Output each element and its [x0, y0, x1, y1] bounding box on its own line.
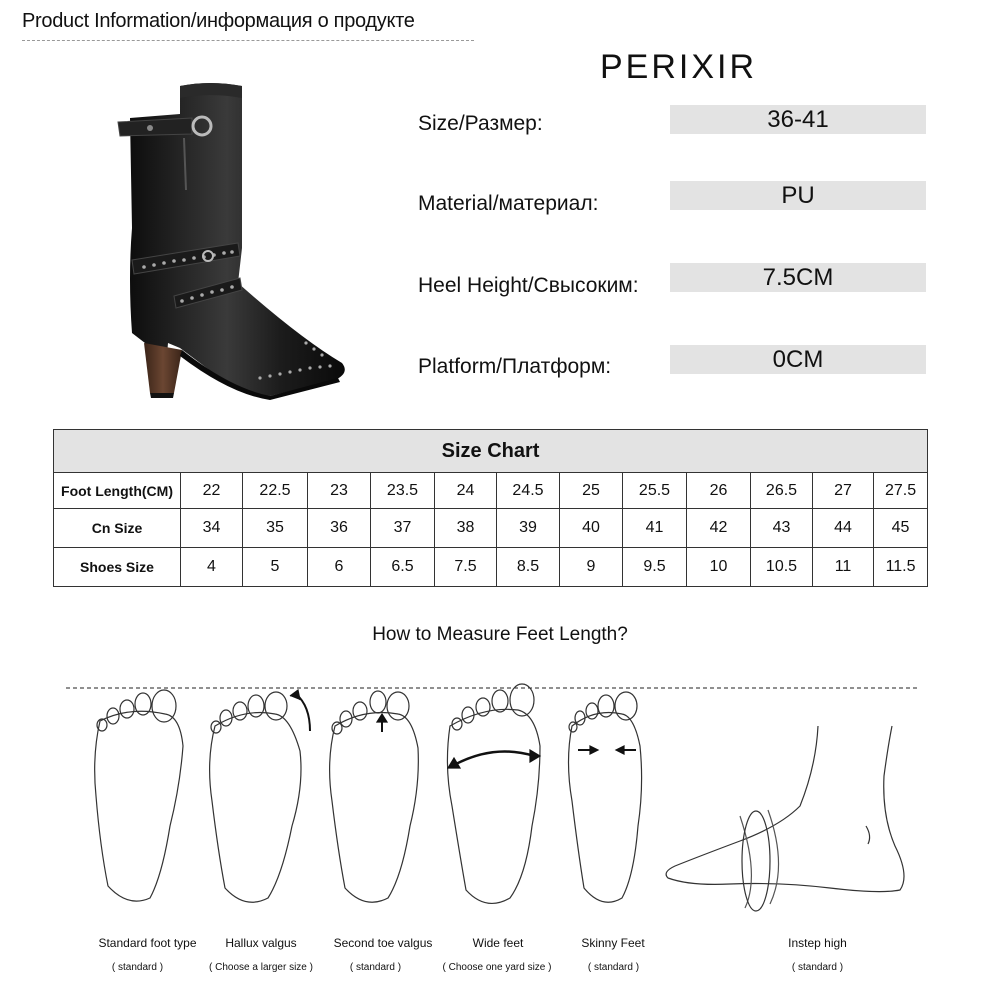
- table-cell: 8.5: [497, 548, 560, 587]
- size-chart-title: Size Chart: [54, 430, 928, 473]
- table-cell: 42: [687, 509, 751, 548]
- table-cell: 40: [560, 509, 623, 548]
- table-cell: 6: [308, 548, 371, 587]
- header-divider: [22, 40, 474, 41]
- foot-note-hallux-valgus: ( Choose a larger size ): [209, 962, 313, 973]
- foot-label-standard: Standard foot type: [98, 936, 197, 950]
- table-cell: 6.5: [371, 548, 435, 587]
- foot-label-skinny-feet: Skinny Feet: [581, 936, 645, 950]
- spec-material-label: Material/материал:: [418, 192, 599, 215]
- feet-illustrations: [0, 676, 1000, 936]
- row-label: Shoes Size: [54, 548, 181, 587]
- second-toe-valgus-foot-icon: [330, 691, 419, 902]
- size-chart-table: [53, 429, 928, 587]
- table-cell: 10: [687, 548, 751, 587]
- hallux-valgus-foot-icon: [210, 690, 310, 902]
- table-cell: 11: [813, 548, 874, 587]
- table-cell: 11.5: [874, 548, 928, 587]
- spec-heel-height-label: Heel Height/Свысоким:: [418, 274, 639, 297]
- foot-note-instep-high: ( standard ): [791, 962, 844, 973]
- table-cell: 7.5: [435, 548, 497, 587]
- table-cell: 34: [181, 509, 243, 548]
- table-cell: 38: [435, 509, 497, 548]
- table-cell: 5: [243, 548, 308, 587]
- foot-note-skinny-feet: ( standard ): [587, 962, 640, 973]
- table-row: [54, 509, 928, 548]
- row-label: Foot Length(CM): [54, 473, 181, 509]
- brand-name: PERIXIR: [600, 48, 758, 86]
- table-cell: 25.5: [623, 473, 687, 509]
- table-cell: 41: [623, 509, 687, 548]
- row-label: Cn Size: [54, 509, 181, 548]
- foot-label-wide-feet: Wide feet: [472, 936, 524, 950]
- table-cell: 44: [813, 509, 874, 548]
- foot-label-second-toe-valgus: Second toe valgus: [333, 936, 433, 950]
- table-cell: 10.5: [751, 548, 813, 587]
- boot-product-image: [110, 78, 360, 403]
- standard-foot-icon: [95, 690, 183, 901]
- table-cell: 9.5: [623, 548, 687, 587]
- foot-note-wide-feet: ( Choose one yard size ): [442, 962, 552, 973]
- table-cell: 26.5: [751, 473, 813, 509]
- table-row: [54, 473, 928, 509]
- foot-note-standard: ( standard ): [111, 962, 164, 973]
- table-row: [54, 548, 928, 587]
- measure-title: How to Measure Feet Length?: [372, 624, 628, 645]
- table-cell: 23.5: [371, 473, 435, 509]
- header-title: Product Information/информация о продукте: [22, 10, 415, 32]
- table-cell: 26: [687, 473, 751, 509]
- foot-label-hallux-valgus: Hallux valgus: [225, 936, 297, 950]
- table-cell: 36: [308, 509, 371, 548]
- table-cell: 23: [308, 473, 371, 509]
- instep-high-foot-icon: [666, 726, 904, 911]
- spec-platform-value: 0CM: [670, 345, 926, 374]
- spec-size-value: 36-41: [670, 105, 926, 134]
- table-cell: 4: [181, 548, 243, 587]
- table-cell: 27: [813, 473, 874, 509]
- table-cell: 22: [181, 473, 243, 509]
- table-cell: 27.5: [874, 473, 928, 509]
- spec-platform-label: Platform/Платформ:: [418, 355, 612, 378]
- table-cell: 24: [435, 473, 497, 509]
- size-chart-header: [54, 430, 928, 473]
- table-cell: 43: [751, 509, 813, 548]
- spec-material-value: PU: [670, 181, 926, 210]
- table-cell: 25: [560, 473, 623, 509]
- table-cell: 9: [560, 548, 623, 587]
- table-cell: 39: [497, 509, 560, 548]
- table-cell: 24.5: [497, 473, 560, 509]
- wide-foot-icon: [447, 684, 540, 903]
- skinny-foot-icon: [569, 692, 642, 902]
- table-cell: 45: [874, 509, 928, 548]
- table-cell: 37: [371, 509, 435, 548]
- foot-note-second-toe-valgus: ( standard ): [349, 962, 402, 973]
- table-cell: 22.5: [243, 473, 308, 509]
- spec-heel-height-value: 7.5CM: [670, 263, 926, 292]
- foot-label-instep-high: Instep high: [788, 936, 847, 950]
- table-cell: 35: [243, 509, 308, 548]
- spec-size-label: Size/Размер:: [418, 112, 543, 135]
